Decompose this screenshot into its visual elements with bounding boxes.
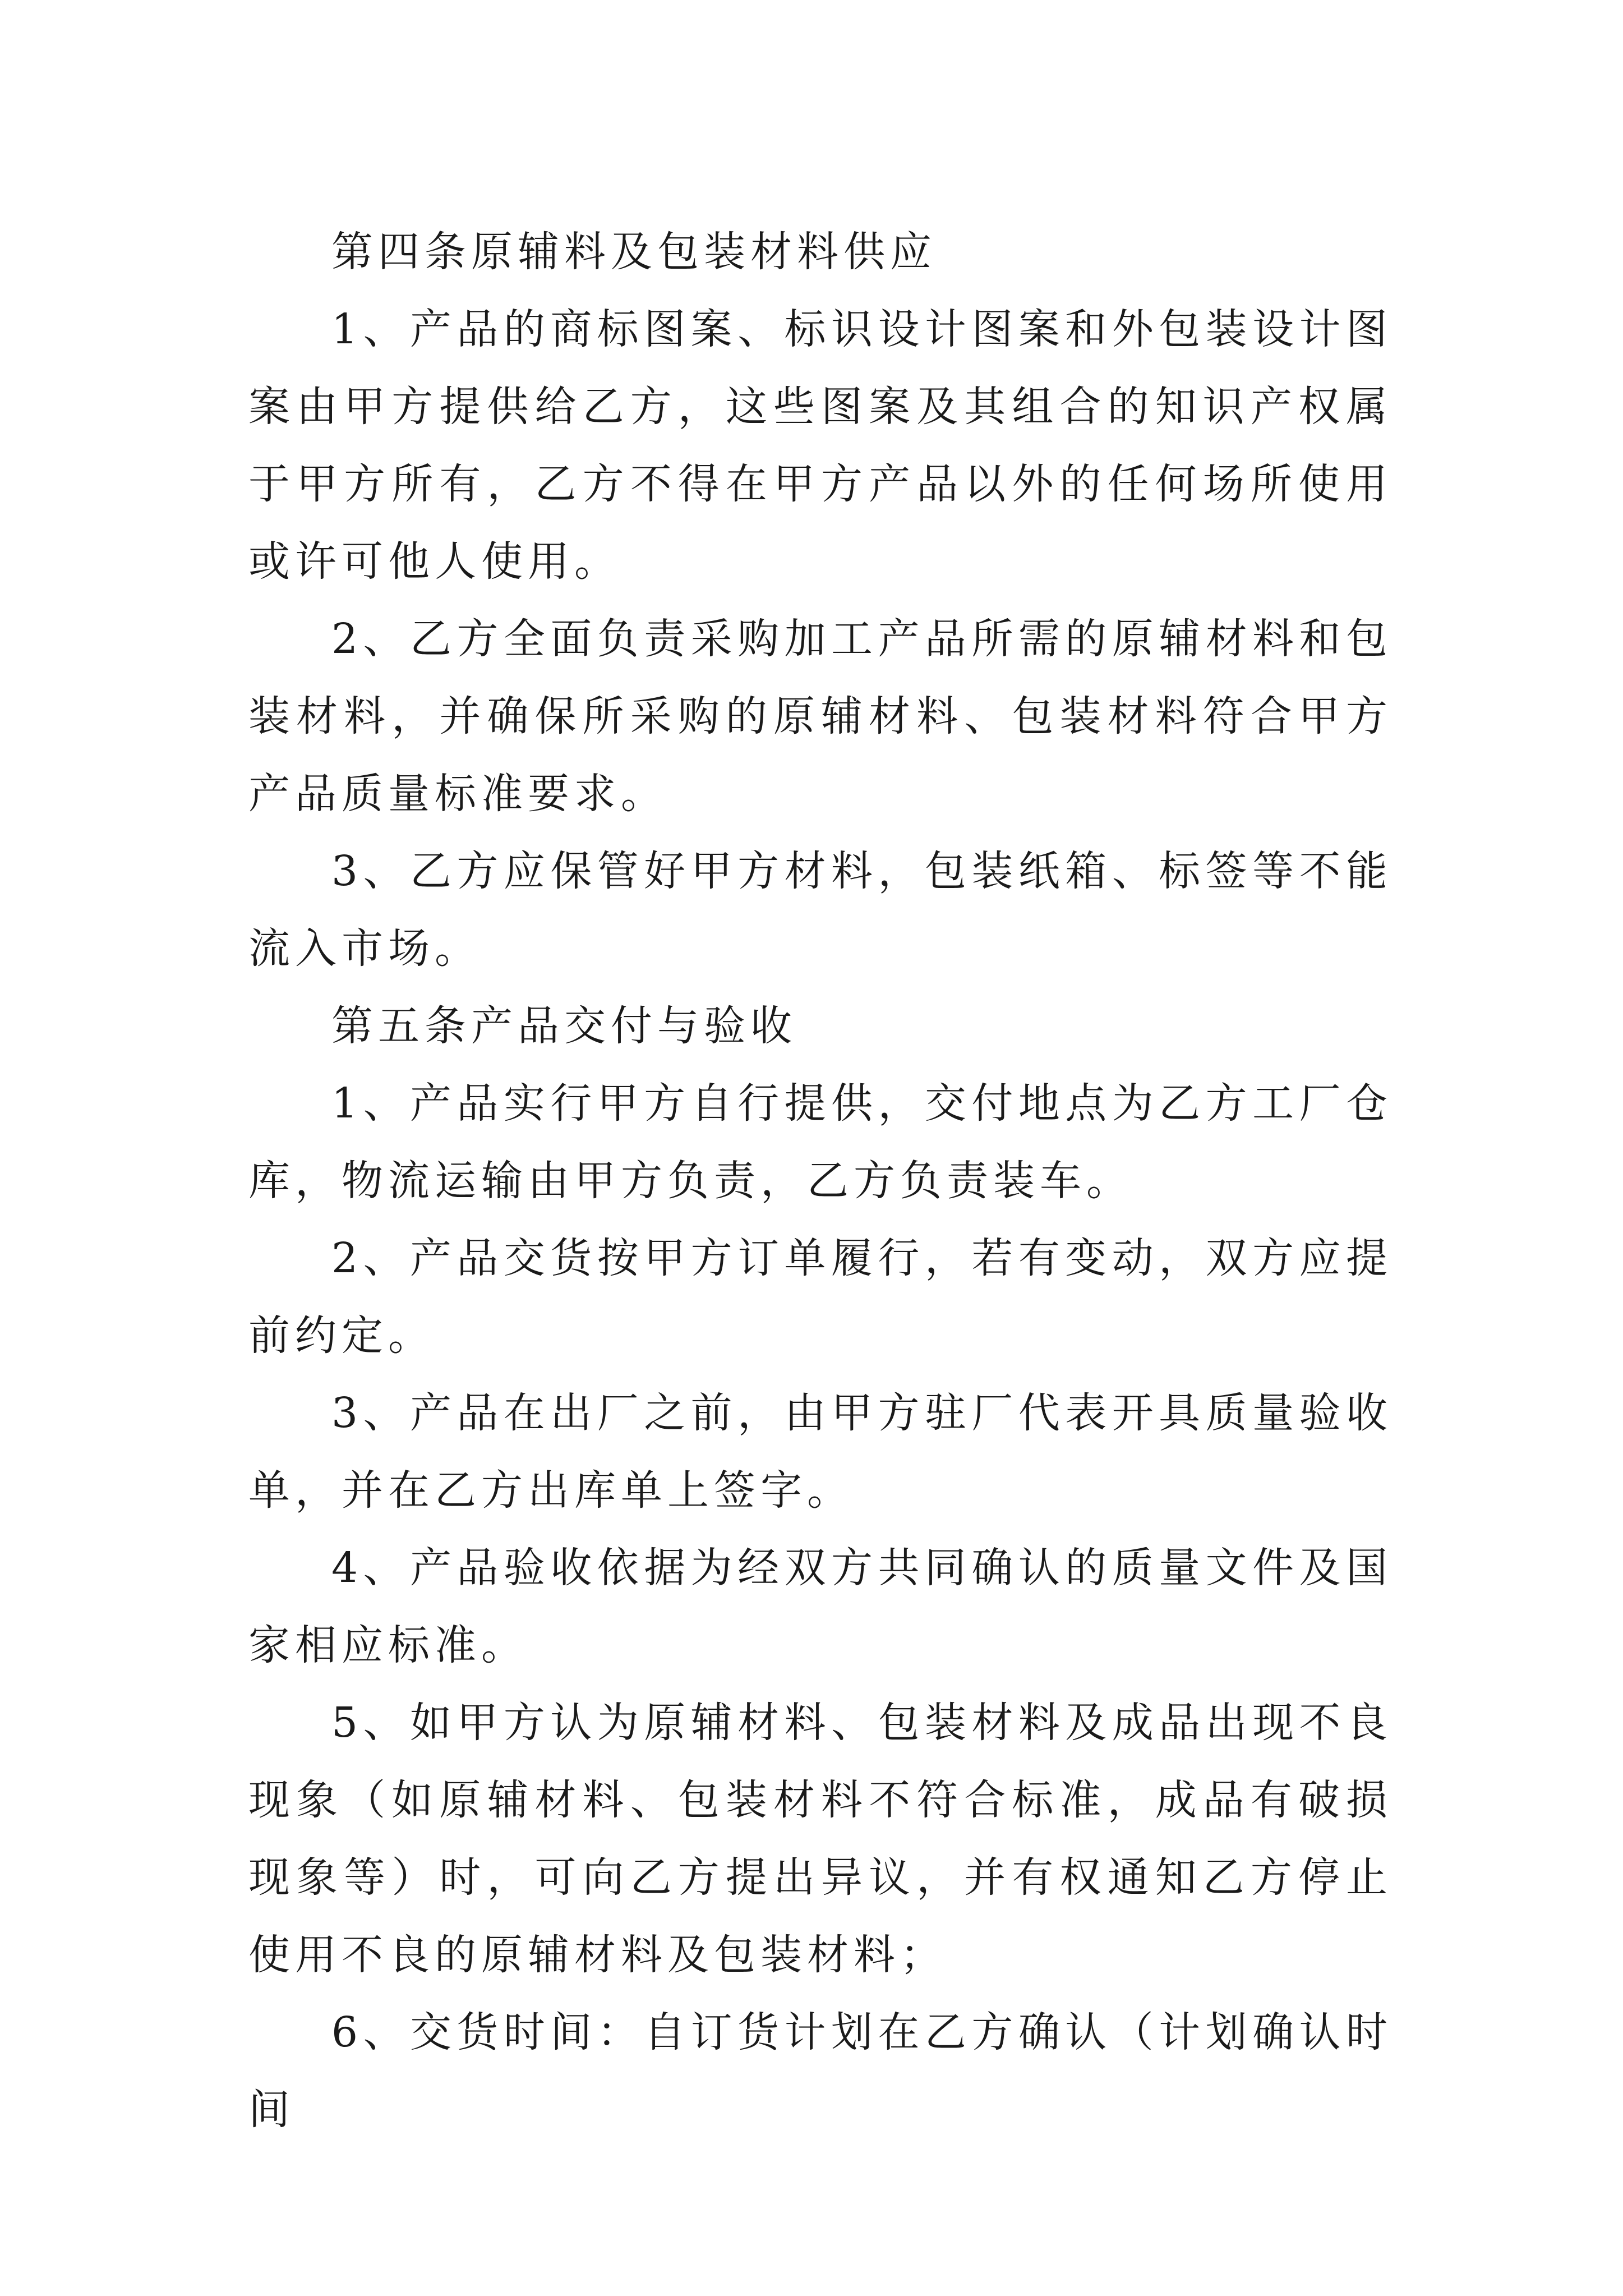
article-4-clause-1: 1、产品的商标图案、标识设计图案和外包装设计图案由甲方提供给乙方，这些图案及其组合的知识产权属于甲方所有，乙方不得在甲方产品以外的任何场所使用或许可他人使用。: [248, 305, 1393, 586]
article-4-clause-3: 3、乙方应保管好甲方材料，包装纸箱、标签等不能流入市场。: [248, 847, 1393, 973]
article-5-heading: 第五条产品交付与验收: [331, 1002, 797, 1050]
article-4-heading: 第四条原辅料及包装材料供应: [331, 228, 937, 276]
article-5-clause-4: 4、产品验收依据为经双方共同确认的质量文件及国家相应标准。: [248, 1544, 1393, 1669]
article-4-clause-2: 2、乙方全面负责采购加工产品所需的原辅材料和包装材料，并确保所采购的原辅材料、包装材料符合甲方产品质量标准要求。: [248, 615, 1393, 818]
article-5-clause-5: 5、如甲方认为原辅材料、包装材料及成品出现不良现象（如原辅材料、包装材料不符合标准，成品有破损现象等）时，可向乙方提出异议，并有权通知乙方停止使用不良的原辅材料及包装材料；: [248, 1699, 1393, 1979]
article-5-clause-2: 2、产品交货按甲方订单履行，若有变动，双方应提前约定。: [248, 1234, 1393, 1360]
article-5-clause-6: 6、交货时间：自订货计划在乙方确认（计划确认时间: [248, 2008, 1393, 2134]
article-5-clause-3: 3、产品在出厂之前，由甲方驻厂代表开具质量验收单，并在乙方出库单上签字。: [248, 1389, 1393, 1515]
document-body: [248, 213, 1393, 2148]
article-5-clause-1: 1、产品实行甲方自行提供，交付地点为乙方工厂仓库，物流运输由甲方负责，乙方负责装车。: [248, 1079, 1393, 1205]
